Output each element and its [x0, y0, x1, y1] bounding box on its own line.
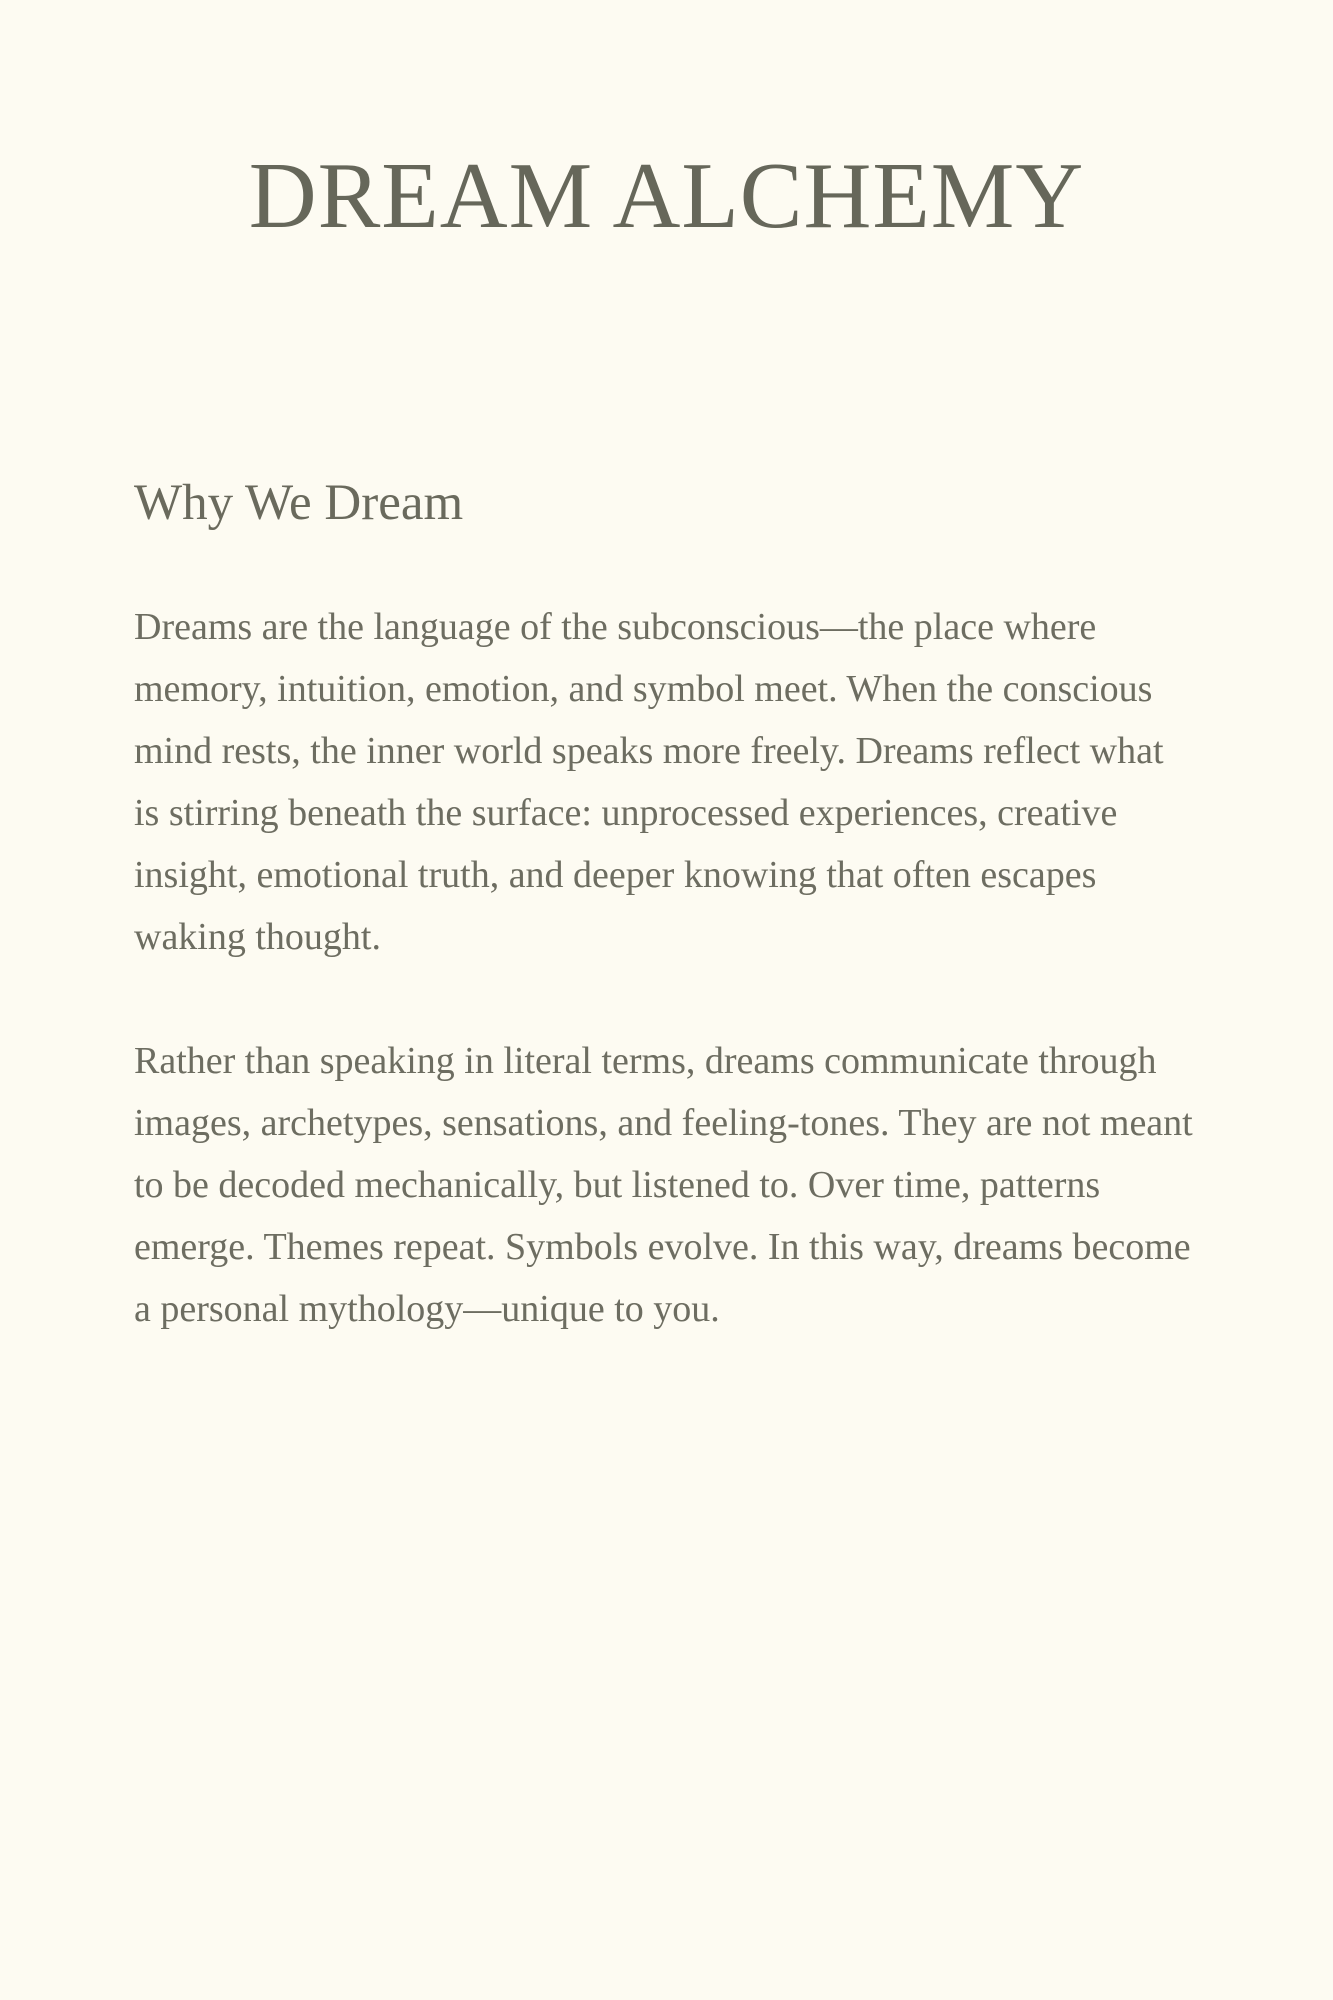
body-paragraph-1: Dreams are the language of the subconscious—the place where memory, intuition, emotion, and symbol meet. When the conscious mind rests, the inner world speaks more freely. Dreams reflect what is stirring beneath the surface: unprocessed experiences, creative insight, emotional truth, and deeper knowing that often escapes waking thought. — [134, 606, 1164, 958]
page-title: DREAM ALCHEMY — [248, 144, 1085, 248]
body-paragraph-2: Rather than speaking in literal terms, dreams communicate through images, archetypes, sensations, and feeling-tones. They are not meant to be decoded mechanically, but listened to. Over time, patterns emerge. Themes repeat. Symbols evolve. In this way, dreams become a personal mythology—unique to you. — [134, 1040, 1193, 1330]
section-heading: Why We Dream — [134, 475, 464, 531]
why-we-dream-section — [134, 468, 1194, 1340]
